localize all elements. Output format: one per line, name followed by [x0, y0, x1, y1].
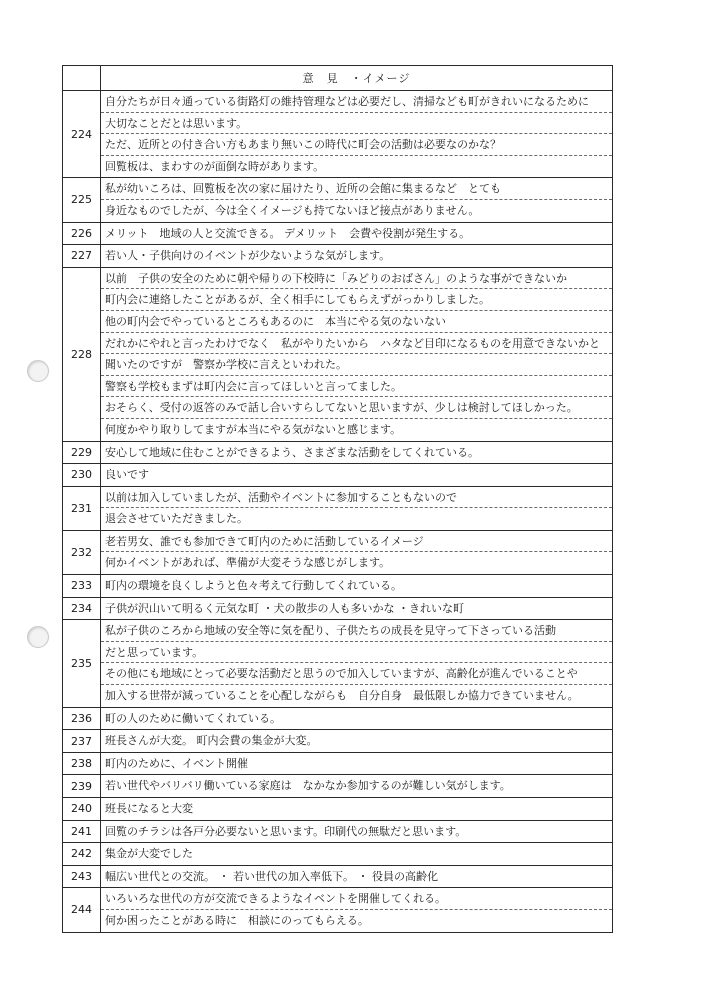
row-number: 241 [63, 820, 101, 843]
opinion-cell [101, 178, 613, 222]
opinion-cell [101, 91, 613, 178]
table-row [63, 267, 613, 441]
opinion-cell [101, 222, 613, 245]
row-number: 235 [63, 620, 101, 707]
opinion-line: いろいろな世代の方が交流できるようなイベントを開催してくれる。 [101, 888, 612, 910]
opinion-line: 加入する世帯が減っていることを心配しながらも 自分自身 最低限しか協力できていません。 [105, 689, 579, 703]
opinion-line: だれかにやれと言ったわけでなく 私がやりたいから ハタなど目印になるものを用意できないかと [101, 333, 612, 355]
table-row [63, 178, 613, 222]
opinion-line: 大切なことだとは思います。 [101, 113, 612, 135]
opinion-line: 安心して地域に住むことができるよう、さまざまな活動をしてくれている。 [105, 445, 479, 459]
row-number: 230 [63, 464, 101, 487]
opinion-line: 聞いたのですが 警察か学校に言えといわれた。 [101, 354, 612, 376]
row-number: 231 [63, 486, 101, 530]
opinion-line: 班長さんが大変。 町内会費の集金が大変。 [105, 734, 318, 748]
row-number: 239 [63, 775, 101, 798]
row-number: 244 [63, 888, 101, 932]
opinion-line: 町の人のために働いてくれている。 [105, 711, 281, 725]
opinion-table [62, 65, 613, 933]
opinion-cell [101, 888, 613, 932]
opinion-line: 何度かやり取りしてますが本当にやる気がないと感じます。 [105, 422, 402, 436]
opinion-line: 良いです [105, 468, 149, 482]
table-row [63, 865, 613, 888]
table-body [63, 91, 613, 933]
row-number: 236 [63, 707, 101, 730]
opinion-line: メリット 地域の人と交流できる。 デメリット 会費や役割が発生する。 [105, 226, 471, 240]
opinion-cell [101, 775, 613, 798]
table-row [63, 888, 613, 932]
table-row [63, 597, 613, 620]
opinion-line: 幅広い世代との交流。 ・ 若い世代の加入率低下。 ・ 役員の高齢化 [105, 869, 438, 883]
opinion-line: 退会させていただきました。 [105, 512, 248, 526]
table-row [63, 620, 613, 707]
table-row [63, 441, 613, 464]
opinion-cell [101, 752, 613, 775]
row-number: 240 [63, 798, 101, 821]
opinion-cell [101, 730, 613, 753]
table-row [63, 575, 613, 598]
row-number: 228 [63, 267, 101, 441]
row-number: 242 [63, 843, 101, 866]
row-number: 243 [63, 865, 101, 888]
opinion-line: 子供が沢山いて明るく元気な町 ・犬の散歩の人も多いかな ・きれいな町 [105, 601, 464, 615]
punch-hole-lower [27, 626, 49, 648]
row-number: 226 [63, 222, 101, 245]
opinion-cell [101, 820, 613, 843]
opinion-line: 自分たちが日々通っている街路灯の維持管理などは必要だし、清掃なども町がきれいになるために [101, 91, 612, 113]
opinion-cell [101, 441, 613, 464]
opinion-line: だと思っています。 [101, 642, 612, 664]
row-number: 229 [63, 441, 101, 464]
table-row [63, 752, 613, 775]
opinion-line: 警察も学校もまずは町内会に言ってほしいと言ってました。 [101, 376, 612, 398]
table-row [63, 464, 613, 487]
opinion-line: 回覧板は、まわすのが面倒な時があります。 [105, 159, 325, 173]
opinion-cell [101, 267, 613, 441]
header-opinion-cell: 意 見 ・イメージ [101, 66, 613, 91]
row-number: 233 [63, 575, 101, 598]
opinion-line: 集金が大変でした [105, 847, 193, 861]
opinion-line: 何かイベントがあれば、準備が大変そうな感じがします。 [105, 556, 391, 570]
row-number: 224 [63, 91, 101, 178]
table-row [63, 91, 613, 178]
row-number: 227 [63, 245, 101, 268]
table-row [63, 730, 613, 753]
table-row [63, 530, 613, 574]
opinion-cell [101, 530, 613, 574]
opinion-cell [101, 597, 613, 620]
row-number: 232 [63, 530, 101, 574]
opinion-line: おそらく、受付の返答のみで話し合いすらしてないと思いますが、少しは検討してほしかった。 [101, 397, 612, 419]
table-row [63, 222, 613, 245]
row-number: 237 [63, 730, 101, 753]
table-row [63, 245, 613, 268]
opinion-line: 何か困ったことがある時に 相談にのってもらえる。 [105, 913, 369, 927]
table-row [63, 820, 613, 843]
opinion-line: その他にも地域にとって必要な活動だと思うので加入していますが、高齢化が進んでいることや [101, 663, 612, 685]
opinion-cell [101, 464, 613, 487]
opinion-line: 町内の環境を良くしようと色々考えて行動してくれている。 [105, 579, 402, 593]
opinion-line: 回覧のチラシは各戸分必要ないと思います。印刷代の無駄だと思います。 [105, 824, 467, 838]
opinion-line: 若い人・子供向けのイベントが少ないような気がします。 [105, 249, 391, 263]
opinion-cell [101, 245, 613, 268]
opinion-line: 班長になると大変 [105, 802, 193, 815]
opinion-line: 町内のために、イベント開催 [105, 756, 248, 770]
table-row [63, 798, 613, 821]
opinion-cell [101, 865, 613, 888]
opinion-line: 以前は加入していましたが、活動やイベントに参加することもないので [101, 487, 612, 509]
header-number-cell [63, 66, 101, 91]
opinion-line: 他の町内会でやっているところもあるのに 本当にやる気のないない [101, 311, 612, 333]
opinion-cell [101, 843, 613, 866]
table-row [63, 775, 613, 798]
table-row [63, 707, 613, 730]
row-number: 225 [63, 178, 101, 222]
opinion-line: 以前 子供の安全のために朝や帰りの下校時に「みどりのおばさん」のような事ができないか [101, 268, 612, 290]
row-number: 234 [63, 597, 101, 620]
opinion-line: 身近なものでしたが、今は全くイメージも持てないほど接点がありません。 [105, 203, 480, 217]
opinion-line: 町内会に連絡したことがあるが、全く相手にしてもらえずがっかりしました。 [101, 289, 612, 311]
opinion-line: 若い世代やバリバリ働いている家庭は なかなか参加するのが難しい気がします。 [105, 779, 511, 793]
opinion-cell [101, 798, 613, 821]
punch-hole-upper [27, 360, 49, 382]
opinion-cell [101, 575, 613, 598]
table-row [63, 843, 613, 866]
opinion-line: 私が幼いころは、回覧板を次の家に届けたり、近所の会館に集まるなど とても [101, 178, 612, 200]
header-row [63, 66, 613, 91]
row-number: 238 [63, 752, 101, 775]
opinion-line: ただ、近所との付き合い方もあまり無いこの時代に町会の活動は必要なのかな？ [101, 134, 612, 156]
opinion-line: 老若男女、誰でも参加できて町内のために活動しているイメージ [101, 531, 612, 553]
table-row [63, 486, 613, 530]
opinion-cell [101, 486, 613, 530]
opinion-cell [101, 707, 613, 730]
opinion-cell [101, 620, 613, 707]
opinion-line: 私が子供のころから地域の安全等に気を配り、子供たちの成長を見守って下さっている活動 [101, 620, 612, 642]
